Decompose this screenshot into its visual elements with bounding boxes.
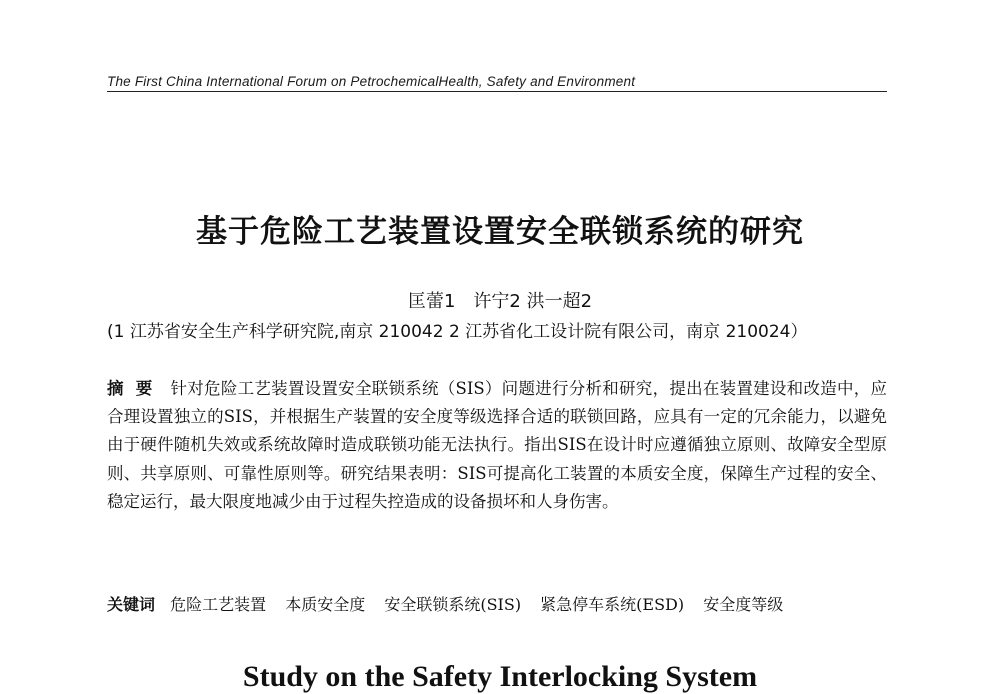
keyword: 本质安全度 <box>285 595 366 614</box>
keywords-label: 关键词 <box>107 595 156 614</box>
abstract-label: 摘要 <box>107 379 165 398</box>
english-title: Study on the Safety Interlocking System <box>242 660 758 693</box>
keyword: 安全联锁系统(SIS) <box>384 595 522 614</box>
affiliations: (1 江苏省安全生产科学研究院,南京 210042 2 江苏省化工设计院有限公司，南京 210024） <box>107 322 808 342</box>
keyword: 紧急停车系统(ESD) <box>540 595 685 614</box>
running-header <box>107 74 887 92</box>
authors: 匡蕾1 许宁2 洪一超2 <box>407 291 593 312</box>
keyword: 安全度等级 <box>703 595 784 614</box>
running-title: The First China International Forum on PetrochemicalHealth, Safety and Environment <box>107 74 636 89</box>
keyword: 危险工艺装置 <box>170 595 267 614</box>
abstract-text: 针对危险工艺装置设置安全联锁系统（SIS）问题进行分析和研究，提出在装置建设和改造中，应合理设置独立的SIS，并根据生产装置的安全度等级选择合适的联锁回路，应具有一定的冗余能力，以避免由于硬件随机失效或系统故障时造成联锁功能无法执行。指出SIS在设计时应遵循独立原则、故障安全型原则、共享原则、可靠性原则等。研究结果表明：SIS可提高化工装置的本质安全度，保障生产过程的安全、稳定运行，最大限度地减少由于过程失控造成的设备损坏和人身伤害。 <box>107 379 888 511</box>
paper-title: 基于危险工艺装置设置安全联锁系统的研究 <box>196 214 804 250</box>
abstract <box>107 375 887 516</box>
keywords <box>107 592 897 615</box>
